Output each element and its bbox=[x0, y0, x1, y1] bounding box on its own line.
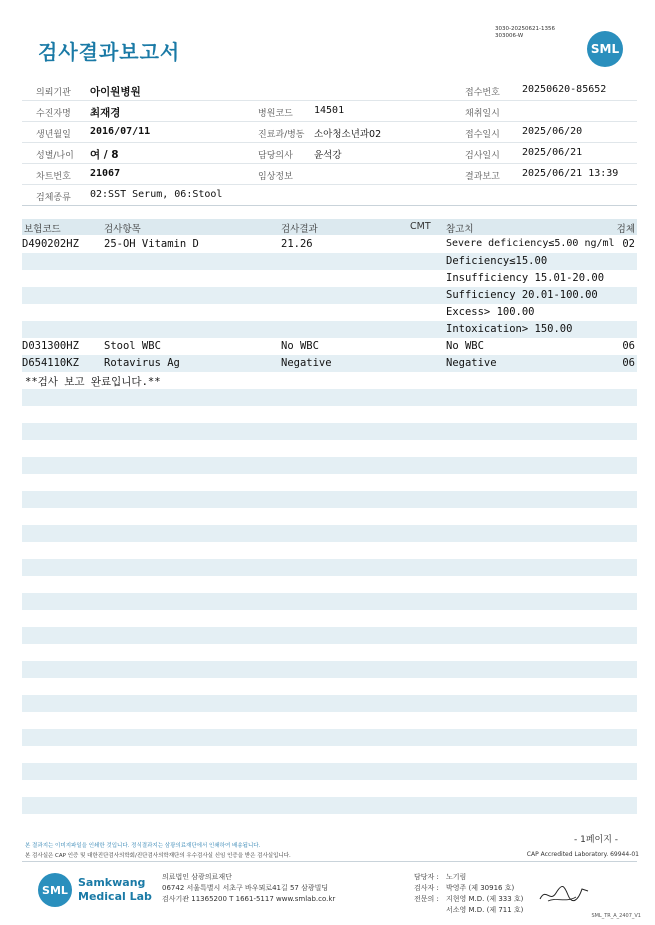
row-reference: Severe deficiency≤5.00 ng/ml bbox=[446, 238, 615, 249]
patient-label: 수진자명 bbox=[36, 109, 71, 119]
table-row bbox=[22, 304, 637, 321]
info-row bbox=[22, 122, 637, 143]
samkwang-logo-text bbox=[78, 876, 152, 904]
table-stripe bbox=[22, 474, 637, 491]
staff-value: 지현영 M.D. (제 333 호) bbox=[446, 895, 524, 903]
result-table-header bbox=[22, 219, 637, 235]
row-code: D654110KZ bbox=[22, 357, 79, 369]
table-stripe bbox=[22, 763, 637, 780]
sml-logo-icon bbox=[587, 31, 623, 67]
table-stripe bbox=[22, 508, 637, 525]
table-stripe bbox=[22, 457, 637, 474]
row-reference: No WBC bbox=[446, 340, 484, 352]
staff-key: 전문의 : bbox=[414, 895, 439, 903]
organization-info bbox=[162, 872, 335, 905]
col-code-header: 보험코드 bbox=[24, 224, 61, 235]
info-row bbox=[22, 80, 637, 101]
birth-label: 생년월일 bbox=[36, 130, 71, 140]
col-cmt-header: CMT bbox=[410, 221, 431, 232]
page-number: - 1페이지 - bbox=[574, 835, 619, 845]
samkwang-logo-icon bbox=[38, 873, 72, 907]
table-stripe bbox=[22, 729, 637, 746]
table-stripe bbox=[22, 423, 637, 440]
document-code bbox=[495, 26, 555, 40]
table-stripe bbox=[22, 814, 637, 831]
signature-icon bbox=[538, 881, 590, 907]
row-result: No WBC bbox=[281, 340, 319, 352]
report-complete-text: **검사 보고 완료입니다.** bbox=[25, 376, 161, 388]
document-code-line2: 303006-W bbox=[495, 33, 524, 39]
row-specimen: 06 bbox=[622, 340, 635, 352]
collect-date-label: 채취일시 bbox=[465, 109, 500, 119]
staff-key: 담당자 : bbox=[414, 873, 439, 881]
logo-line1: Samkwang bbox=[78, 876, 146, 889]
receipt-no-label: 접수번호 bbox=[465, 88, 500, 98]
clinical-label: 임상정보 bbox=[258, 172, 293, 182]
col-item-header: 검사항목 bbox=[104, 224, 141, 235]
table-stripe bbox=[22, 678, 637, 695]
staff-key: 검사자 : bbox=[414, 884, 439, 892]
table-row bbox=[22, 321, 637, 338]
staff-value: 박영주 (제 30916 호) bbox=[446, 884, 515, 892]
table-stripe bbox=[22, 576, 637, 593]
table-stripe bbox=[22, 406, 637, 423]
info-row bbox=[22, 164, 637, 185]
table-stripe bbox=[22, 593, 637, 610]
test-date-value: 2025/06/21 bbox=[522, 147, 583, 158]
print-notice: 본 결과지는 이미지파일을 인쇄한 것입니다. 정식결과지는 삼광의료재단에서 인쇄하여 배송됩니다. bbox=[25, 843, 261, 849]
table-row bbox=[22, 253, 637, 270]
page-title: 검사결과보고서 bbox=[38, 40, 181, 64]
document-code-line1: 3030-20250621-1356 bbox=[495, 26, 555, 32]
sml-logo-text: SML bbox=[590, 42, 620, 56]
row-result: 21.26 bbox=[281, 238, 313, 250]
table-stripe bbox=[22, 661, 637, 678]
samkwang-logo-mark-text: SML bbox=[42, 883, 68, 897]
table-row bbox=[22, 338, 637, 355]
col-result-header: 검사결과 bbox=[281, 224, 318, 235]
row-result: Negative bbox=[281, 357, 332, 369]
doctor-label: 담당의사 bbox=[258, 151, 293, 161]
col-ref-header: 참고치 bbox=[446, 224, 474, 235]
result-rows bbox=[22, 236, 637, 372]
table-stripe bbox=[22, 610, 637, 627]
org-contact: 검사기관 11365200 T 1661-5117 www.smlab.co.kr bbox=[162, 895, 336, 903]
row-item: Stool WBC bbox=[104, 340, 161, 352]
hospital-label: 의뢰기관 bbox=[36, 88, 71, 98]
table-stripe bbox=[22, 491, 637, 508]
hospital-code-value: 14501 bbox=[314, 105, 345, 116]
hospital-value: 아이원병원 bbox=[90, 86, 141, 98]
org-name: 의료법인 삼광의료재단 bbox=[162, 873, 232, 881]
row-reference: Negative bbox=[446, 357, 497, 369]
test-date-label: 검사일시 bbox=[465, 151, 500, 161]
result-table bbox=[22, 219, 637, 235]
table-stripe bbox=[22, 644, 637, 661]
dept-label: 진료과/병동 bbox=[258, 130, 305, 140]
table-row bbox=[22, 287, 637, 304]
staff-info bbox=[414, 872, 523, 916]
doctor-value: 윤석강 bbox=[314, 150, 342, 161]
table-stripe bbox=[22, 559, 637, 576]
table-stripe bbox=[22, 780, 637, 797]
row-code: D031300HZ bbox=[22, 340, 79, 352]
patient-value: 최재경 bbox=[90, 107, 121, 119]
table-stripe bbox=[22, 627, 637, 644]
form-code: SML_TR_A_2407_V1 bbox=[591, 913, 641, 919]
table-stripe bbox=[22, 542, 637, 559]
receipt-date-label: 접수일시 bbox=[465, 130, 500, 140]
row-reference: Intoxication> 150.00 bbox=[446, 323, 573, 335]
sex-age-value: 여 / 8 bbox=[90, 149, 119, 161]
row-reference: Sufficiency 20.01-100.00 bbox=[446, 289, 598, 301]
specimen-label: 검체종류 bbox=[36, 193, 71, 203]
report-date-value: 2025/06/21 13:39 bbox=[522, 168, 619, 179]
col-specimen-header: 검체 bbox=[616, 224, 635, 235]
row-specimen: 06 bbox=[622, 357, 635, 369]
birth-value: 2016/07/11 bbox=[90, 126, 151, 137]
row-reference: Deficiency≤15.00 bbox=[446, 255, 548, 267]
row-specimen: 02 bbox=[622, 238, 635, 250]
table-stripe bbox=[22, 712, 637, 729]
cap-accreditation: CAP Accredited Laboratory. 69944-01 bbox=[526, 851, 639, 858]
staff-value: 노기림 bbox=[446, 873, 467, 881]
table-stripe bbox=[22, 797, 637, 814]
table-stripe bbox=[22, 746, 637, 763]
receipt-date-value: 2025/06/20 bbox=[522, 126, 583, 137]
receipt-no-value: 20250620-85652 bbox=[522, 84, 607, 95]
info-row bbox=[22, 185, 637, 206]
row-reference: Excess> 100.00 bbox=[446, 306, 535, 318]
staff-value: 서소영 M.D. (제 711 호) bbox=[446, 906, 524, 914]
table-stripe bbox=[22, 695, 637, 712]
chart-no-label: 차트번호 bbox=[36, 172, 71, 182]
row-item: 25-OH Vitamin D bbox=[104, 238, 199, 250]
table-row bbox=[22, 236, 637, 253]
sex-age-label: 성별/나이 bbox=[36, 151, 74, 161]
table-row bbox=[22, 270, 637, 287]
row-code: D490202HZ bbox=[22, 238, 79, 250]
org-address: 06742 서울특별시 서초구 바우뫼로41길 57 삼광빌딩 bbox=[162, 884, 329, 892]
row-item: Rotavirus Ag bbox=[104, 357, 180, 369]
chart-no-value: 21067 bbox=[90, 168, 121, 179]
report-date-label: 결과보고 bbox=[465, 172, 500, 182]
patient-info-section bbox=[22, 80, 637, 206]
table-stripe bbox=[22, 440, 637, 457]
info-row bbox=[22, 143, 637, 164]
accreditation-notice: 본 검사실은 CAP 인증 및 대한진단검사의학회/진단검사의학재단의 우수검사실 신임 인증을 받은 검사실입니다. bbox=[25, 853, 291, 859]
dept-value: 소아청소년과02 bbox=[314, 129, 382, 140]
logo-line2: Medical Lab bbox=[78, 890, 152, 903]
staff-key bbox=[414, 905, 446, 916]
info-row bbox=[22, 101, 637, 122]
specimen-value: 02:SST Serum, 06:Stool bbox=[90, 189, 223, 200]
table-row bbox=[22, 355, 637, 372]
table-stripe bbox=[22, 525, 637, 542]
hospital-code-label: 병원코드 bbox=[258, 109, 293, 119]
footer-divider bbox=[22, 861, 637, 862]
row-reference: Insufficiency 15.01-20.00 bbox=[446, 272, 605, 284]
table-stripe bbox=[22, 389, 637, 406]
